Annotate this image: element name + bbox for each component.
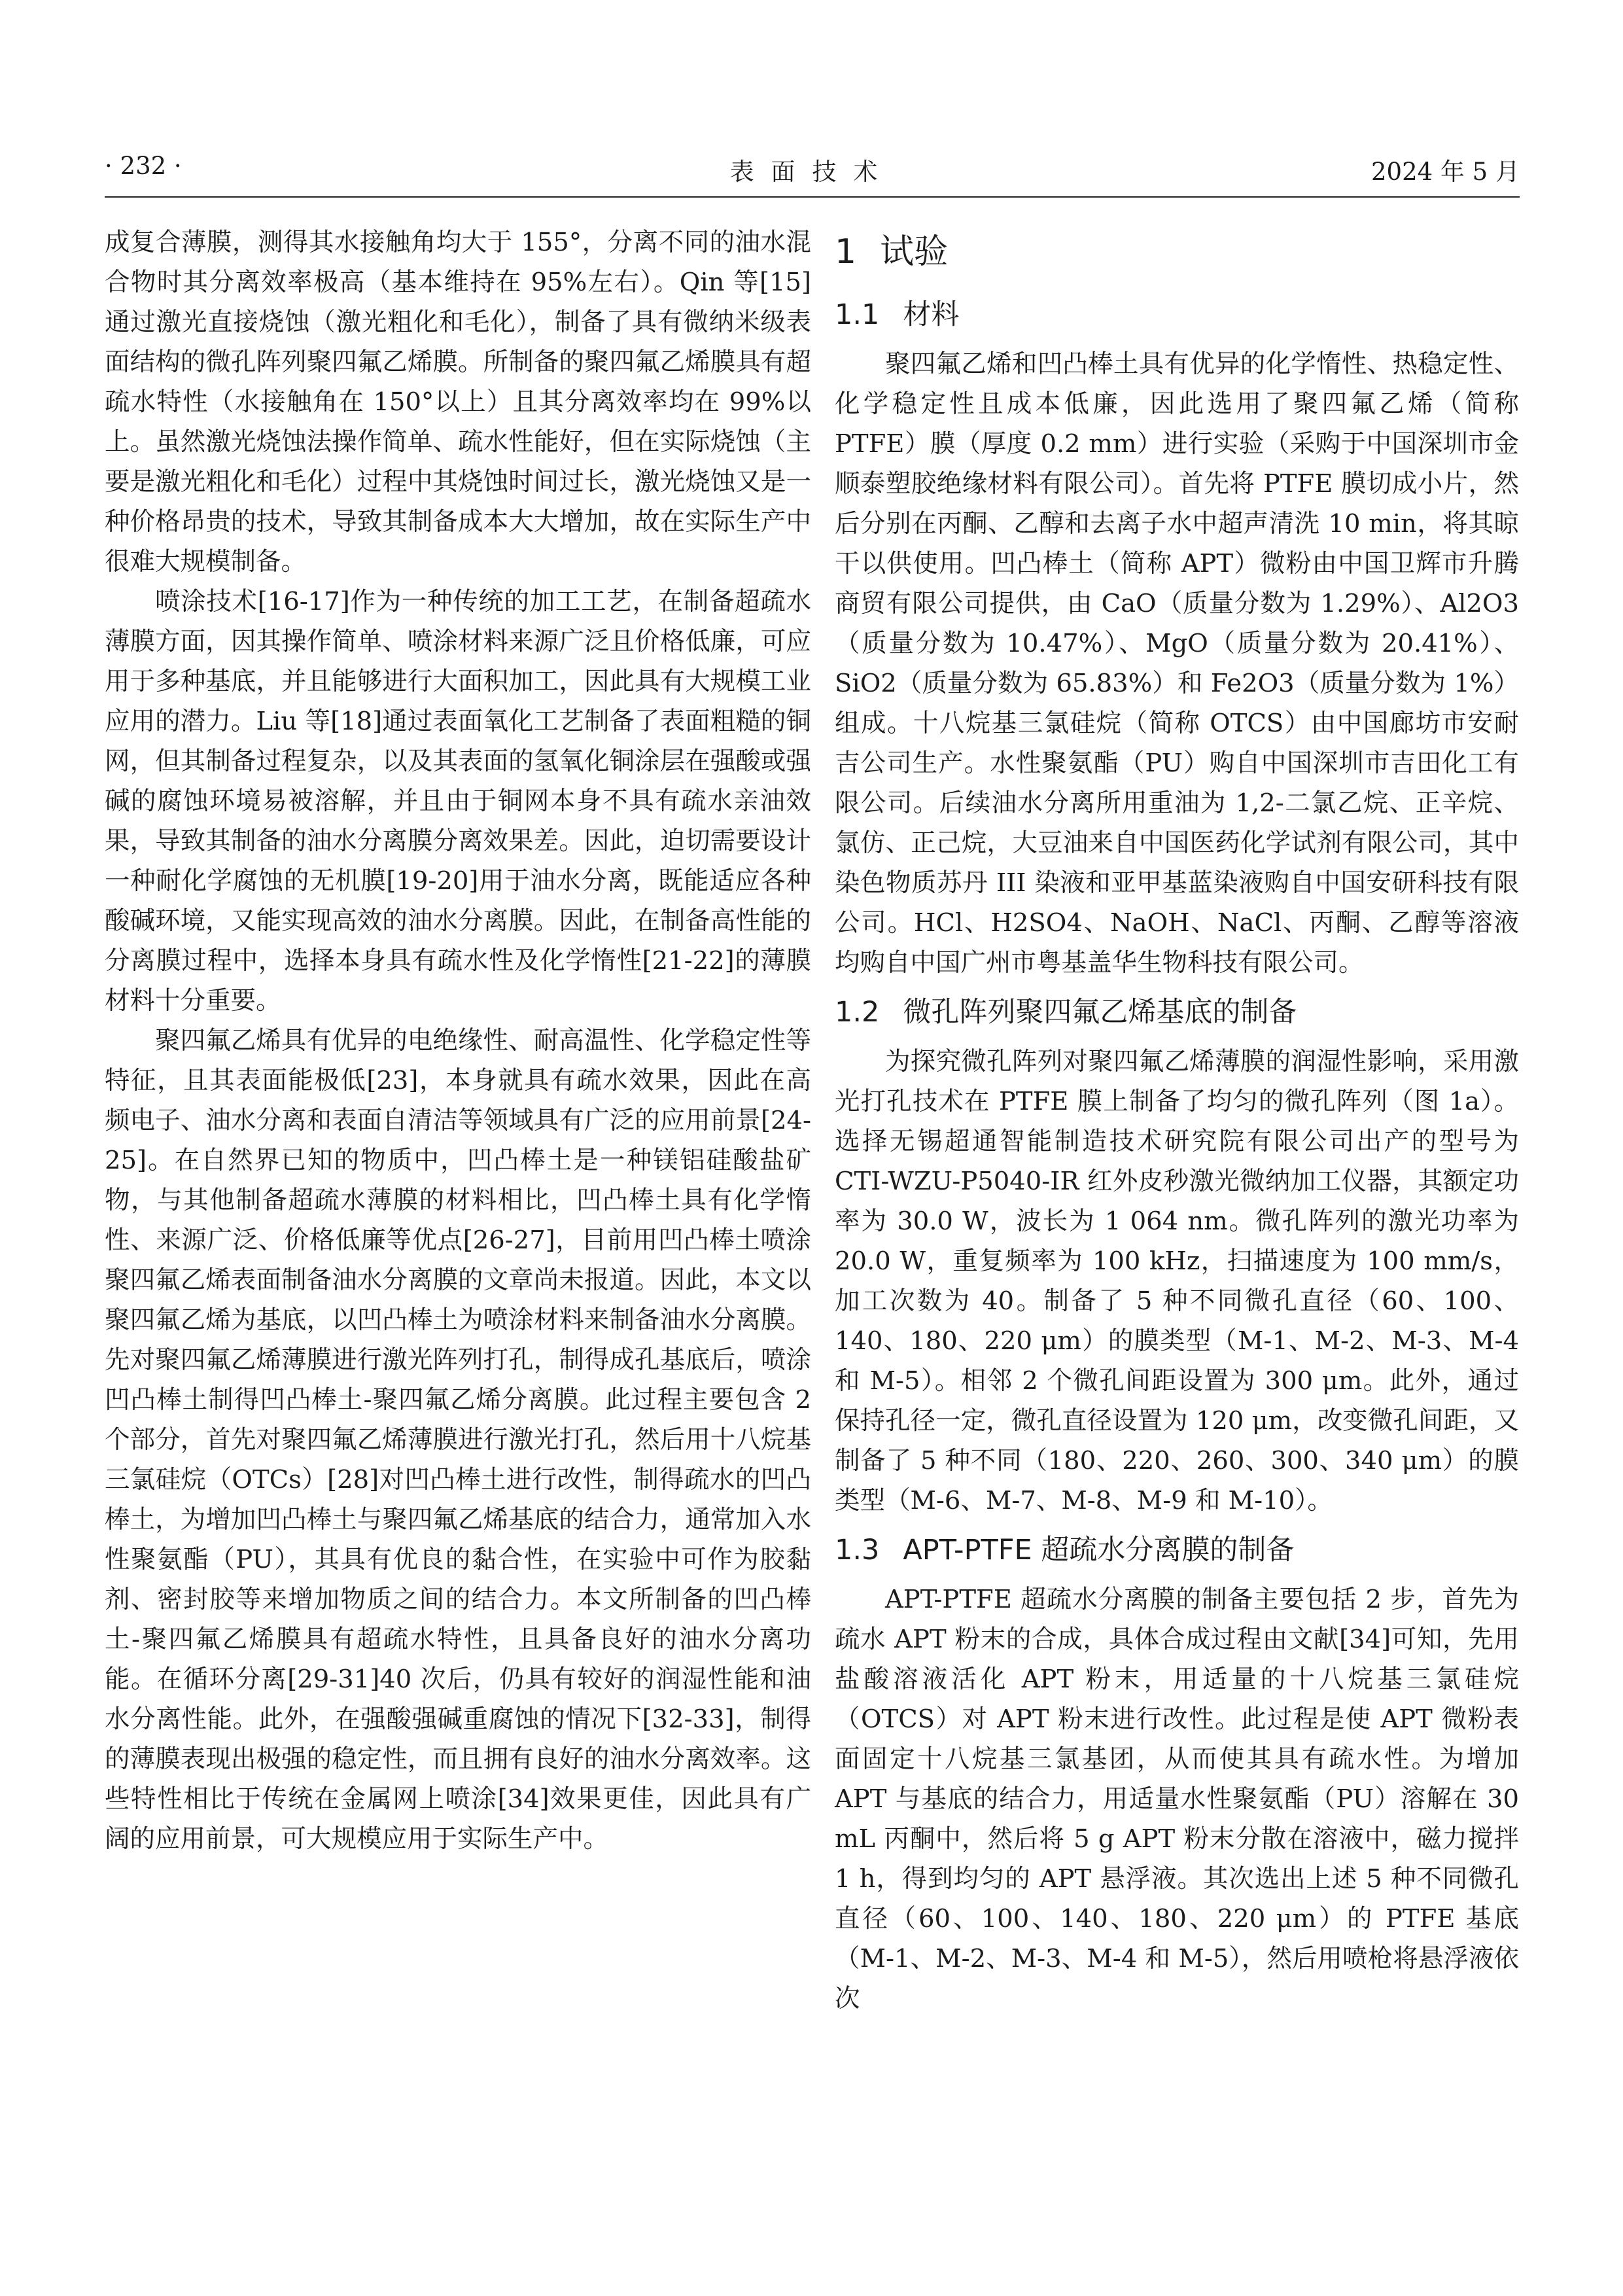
paragraph: APT-PTFE 超疏水分离膜的制备主要包括 2 步，首先为疏水 APT 粉末的合成，具体合成过程由文献[34]可知，先用盐酸溶液活化 APT 粉末，用适量的十八烷基三氯硅烷（OTCS）对 APT 粉末进行改性。此过程是使 APT 微粉表面固定十八烷基三氯基团，从而使其具有疏水性。为增加 APT 与基底的结合力，用适量水性聚氨酯（PU）溶解在 30 mL 丙酮中，然后将 5 g APT 粉末分散在溶液中，磁力搅拌 1 h，得到均匀的 APT 悬浮液。其次选出上述 5 种不同微孔直径（60、100、140、180、220 μm）的 PTFE 基底（M-1、M-2、M-3、M-4 和 M-5），然后用喷枪将悬浮液依次 xyxy=(835,1585,1519,2013)
section-title: 材料 xyxy=(903,298,960,331)
paragraph: 喷涂技术[16-17]作为一种传统的加工工艺，在制备超疏水薄膜方面，因其操作简单、喷涂材料来源广泛且价格低廉，可应用于多种基底，并且能够进行大面积加工，因此具有大规模工业应用的潜力。Liu 等[18]通过表面氧化工艺制备了表面粗糙的铜网，但其制备过程复杂，以及其表面的氢氧化铜涂层在强酸或强碱的腐蚀环境易被溶解，并且由于铜网本身不具有疏水亲油效果，导致其制备的油水分离膜分离效果差。因此，迫切需要设计一种耐化学腐蚀的无机膜[19-20]用于油水分离，既能适应各种酸碱环境，又能实现高效的油水分离膜。因此，在制备高性能的分离膜过程中，选择本身具有疏水性及化学惰性[21-22]的薄膜材料十分重要。 xyxy=(105,587,811,1016)
section-number: 1.2 xyxy=(835,996,880,1029)
left-column xyxy=(105,222,811,1859)
section-heading-1-3 xyxy=(835,1530,1519,1570)
section-title: 试验 xyxy=(880,232,949,272)
issue-date: 2024 年 5 月 xyxy=(1371,158,1520,186)
section-heading-1-2 xyxy=(835,992,1519,1033)
header-rule xyxy=(105,196,1520,198)
paragraph: 为探究微孔阵列对聚四氟乙烯薄膜的润湿性影响，采用激光打孔技术在 PTFE 膜上制备了均匀的微孔阵列（图 1a）。选择无锡超通智能制造技术研究院有限公司出产的型号为 CTI-WZU-P5040-IR 红外皮秒激光微纳加工仪器，其额定功率为 30.0 W，波长为 1 064 nm。微孔阵列的激光功率为 20.0 W，重复频率为 100 kHz，扫描速度为 100 mm/s，加工次数为 40。制备了 5 种不同微孔直径（60、100、140、180、220 μm）的膜类型（M-1、M-2、M-3、M-4 和 M-5）。相邻 2 个微孔间距设置为 300 μm。此外，通过保持孔径一定，微孔直径设置为 120 μm，改变微孔间距，又制备了 5 种不同（180、220、260、300、340 μm）的膜类型（M-6、M-7、M-8、M-9 和 M-10）。 xyxy=(835,1047,1519,1515)
section-number: 1 xyxy=(835,232,857,272)
section-heading-1 xyxy=(835,229,1519,275)
page-number: · 232 · xyxy=(105,152,182,180)
page-header xyxy=(105,152,1520,191)
paragraph: 聚四氟乙烯和凹凸棒土具有优异的化学惰性、热稳定性、化学稳定性且成本低廉，因此选用了聚四氟乙烯（简称 PTFE）膜（厚度 0.2 mm）进行实验（采购于中国深圳市金顺泰塑胶绝缘材料有限公司）。首先将 PTFE 膜切成小片，然后分别在丙酮、乙醇和去离子水中超声清洗 10 min，将其晾干以供使用。凹凸棒土（简称 APT）微粉由中国卫辉市升腾商贸有限公司提供，由 CaO（质量分数为 1.29%）、Al2O3（质量分数为 10.47%）、MgO（质量分数为 20.41%）、SiO2（质量分数为 65.83%）和 Fe2O3（质量分数为 1%）组成。十八烷基三氯硅烷（简称 OTCS）由中国廊坊市安耐吉公司生产。水性聚氨酯（PU）购自中国深圳市吉田化工有限公司。后续油水分离所用重油为 1,2-二氯乙烷、正辛烷、氯仿、正己烷，大豆油来自中国医药化学试剂有限公司，其中染色物质苏丹 III 染液和亚甲基蓝染液购自中国安研科技有限公司。HCl、H2SO4、NaOH、NaCl、丙酮、乙醇等溶液均购自中国广州市粤基盖华生物科技有限公司。 xyxy=(835,349,1519,978)
right-column xyxy=(835,222,1519,2019)
section-number: 1.3 xyxy=(835,1534,880,1566)
journal-title: 表面技术 xyxy=(729,158,895,186)
paragraph: 聚四氟乙烯具有优异的电绝缘性、耐高温性、化学稳定性等特征，且其表面能极低[23]，本身就具有疏水效果，因此在高频电子、油水分离和表面自清洁等领域具有广泛的应用前景[24-25]。在自然界已知的物质中，凹凸棒土是一种镁铝硅酸盐矿物，与其他制备超疏水薄膜的材料相比，凹凸棒土具有化学惰性、来源广泛、价格低廉等优点[26-27]，目前用凹凸棒土喷涂聚四氟乙烯表面制备油水分离膜的文章尚未报道。因此，本文以聚四氟乙烯为基底，以凹凸棒土为喷涂材料来制备油水分离膜。先对聚四氟乙烯薄膜进行激光阵列打孔，制得成孔基底后，喷涂凹凸棒土制得凹凸棒土-聚四氟乙烯分离膜。此过程主要包含 2 个部分，首先对聚四氟乙烯薄膜进行激光打孔，然后用十八烷基三氯硅烷（OTCs）[28]对凹凸棒土进行改性，制得疏水的凹凸棒土，为增加凹凸棒土与聚四氟乙烯基底的结合力，通常加入水性聚氨酯（PU），其具有优良的黏合性，在实验中可作为胶黏剂、密封胶等来增加物质之间的结合力。本文所制备的凹凸棒土-聚四氟乙烯膜具有超疏水特性，且具备良好的油水分离功能。在循环分离[29-31]40 次后，仍具有较好的润湿性能和油水分离性能。此外，在强酸强碱重腐蚀的情况下[32-33]，制得的薄膜表现出极强的稳定性，而且拥有良好的油水分离效率。这些特性相比于传统在金属网上喷涂[34]效果更佳，因此具有广阔的应用前景，可大规模应用于实际生产中。 xyxy=(105,1026,811,1854)
section-number: 1.1 xyxy=(835,298,880,331)
paragraph: 成复合薄膜，测得其水接触角均大于 155°，分离不同的油水混合物时其分离效率极高（基本维持在 95%左右）。Qin 等[15]通过激光直接烧蚀（激光粗化和毛化），制备了具有微纳米级表面结构的微孔阵列聚四氟乙烯膜。所制备的聚四氟乙烯膜具有超疏水特性（水接触角在 150°以上）且其分离效率均在 99%以上。虽然激光烧蚀法操作简单、疏水性能好，但在实际烧蚀（主要是激光粗化和毛化）过程中其烧蚀时间过长，激光烧蚀又是一种价格昂贵的技术，导致其制备成本大大增加，故在实际生产中很难大规模制备。 xyxy=(105,228,811,576)
section-title: 微孔阵列聚四氟乙烯基底的制备 xyxy=(903,996,1297,1029)
section-heading-1-1 xyxy=(835,294,1519,335)
section-title: APT-PTFE 超疏水分离膜的制备 xyxy=(903,1534,1295,1566)
